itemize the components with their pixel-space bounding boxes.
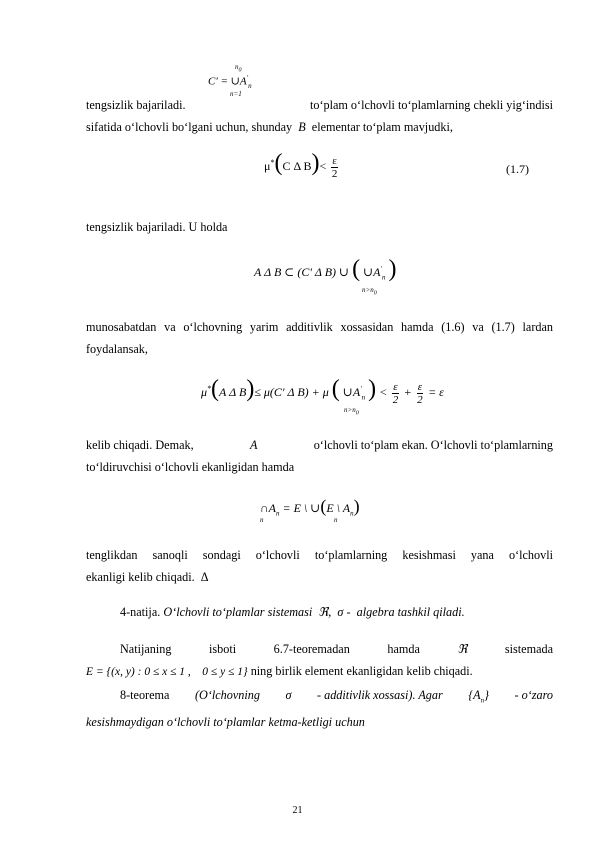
natija-label: 4-natija. [120, 605, 161, 619]
formula-a-delta-b-subset: A Δ B ⊂ (C' Δ B) ∪ ( $\cup A'_n$ ) $n>n_0$ [254, 256, 397, 297]
symbol-sigma: σ [285, 688, 292, 702]
paragraph-line3: tengsizlik bajariladi. U holda [86, 220, 228, 234]
natija-text: O‘lchovli to‘plamlar sistemasi [163, 605, 313, 619]
theorem-line2: kesishmaydigan o‘lchovli to‘plamlar ketma-ketligi uchun [86, 715, 365, 730]
theorem-8 [86, 684, 553, 733]
theorem-p3: - o‘zaro [514, 688, 553, 702]
theorem-p1: (O‘lchovning [194, 688, 260, 702]
proof-paragraph [86, 638, 553, 683]
formula-unit-square: E = {(x, y) : 0 ≤ x ≤ 1 , 0 ≤ y ≤ 1} [86, 666, 248, 678]
paragraph-line2 [86, 116, 553, 138]
line1-a: tengsizlik bajariladi. [86, 98, 186, 112]
paragraph-2: munosabatdan va o‘lchovning yarim additivlik xossasidan hamda (1.6) va (1.7) lardan foydalansak, [86, 320, 553, 356]
symbol-frak-r-2: ℜ [457, 642, 468, 656]
page-number: 21 [292, 805, 303, 816]
theorem-label: 8-teorema [120, 688, 170, 702]
proof-tail: ning birlik element ekanligidan kelib chiqadi. [250, 664, 473, 678]
natija-text2: algebra tashkil qiladi. [356, 605, 465, 619]
proof-w2: isboti [209, 642, 237, 656]
equation-label-1-7: (1.7) [506, 162, 529, 176]
line1-b: to‘plam o‘lchovli to‘plamlarning chekli yig‘indisi [309, 98, 553, 112]
proof-w3: 6.7-teoremadan [273, 642, 350, 656]
para4-b: ekanligi kelib chiqadi. [86, 570, 195, 584]
paragraph-3 [86, 434, 553, 478]
corollary-4 [120, 601, 553, 623]
para4-a: tenglikdan sanoqli sondagi o‘lchovli to‘plamlarning kesishmasi yana o‘lchovli [86, 548, 553, 562]
formula-mu-star-a-delta-b: μ*(A Δ B)≤ μ(C' Δ B) + μ ( $\cup A'_n$ ) < $\frac{\varepsilon}{2}$ + $\frac{\varepsilon}{2}$ = ε $n>n_0$ [201, 376, 444, 417]
symbol-set-an: $\{A_n\}$ [468, 688, 489, 705]
symbol-a: A [249, 438, 258, 452]
symbol-b: B [295, 120, 309, 134]
proof-w5: sistemada [504, 642, 553, 656]
line2-b: elementar to‘plam mavjudki, [311, 120, 453, 134]
theorem-p2: - additivlik xossasi). Agar [317, 688, 443, 702]
line2-a: sifatida o‘lchovli bo‘lgani uchun, shunday [86, 120, 293, 134]
paragraph-line1 [86, 94, 553, 116]
para3-b: o‘lchovli to‘plam ekan. O‘lchovli to‘plamlarning [313, 438, 553, 452]
paragraph-4 [86, 544, 553, 588]
para3-a: kelib chiqadi. Demak, [86, 438, 194, 452]
formula-intersection: $\cap A_n = E$ \ ∪(E \ $A_n$) n n [260, 496, 360, 524]
symbol-frak-r: ℜ, σ - [315, 605, 354, 619]
qed-symbol: Δ [197, 570, 209, 584]
proof-w4: hamda [387, 642, 420, 656]
proof-w1: Natijaning [120, 642, 172, 656]
formula-mu-star-c-delta-b: μ*(C Δ B)< $\frac{\varepsilon}{2}$ [264, 150, 338, 180]
para3-c: to‘ldiruvchisi o‘lchovli ekanligidan hamda [86, 460, 295, 474]
